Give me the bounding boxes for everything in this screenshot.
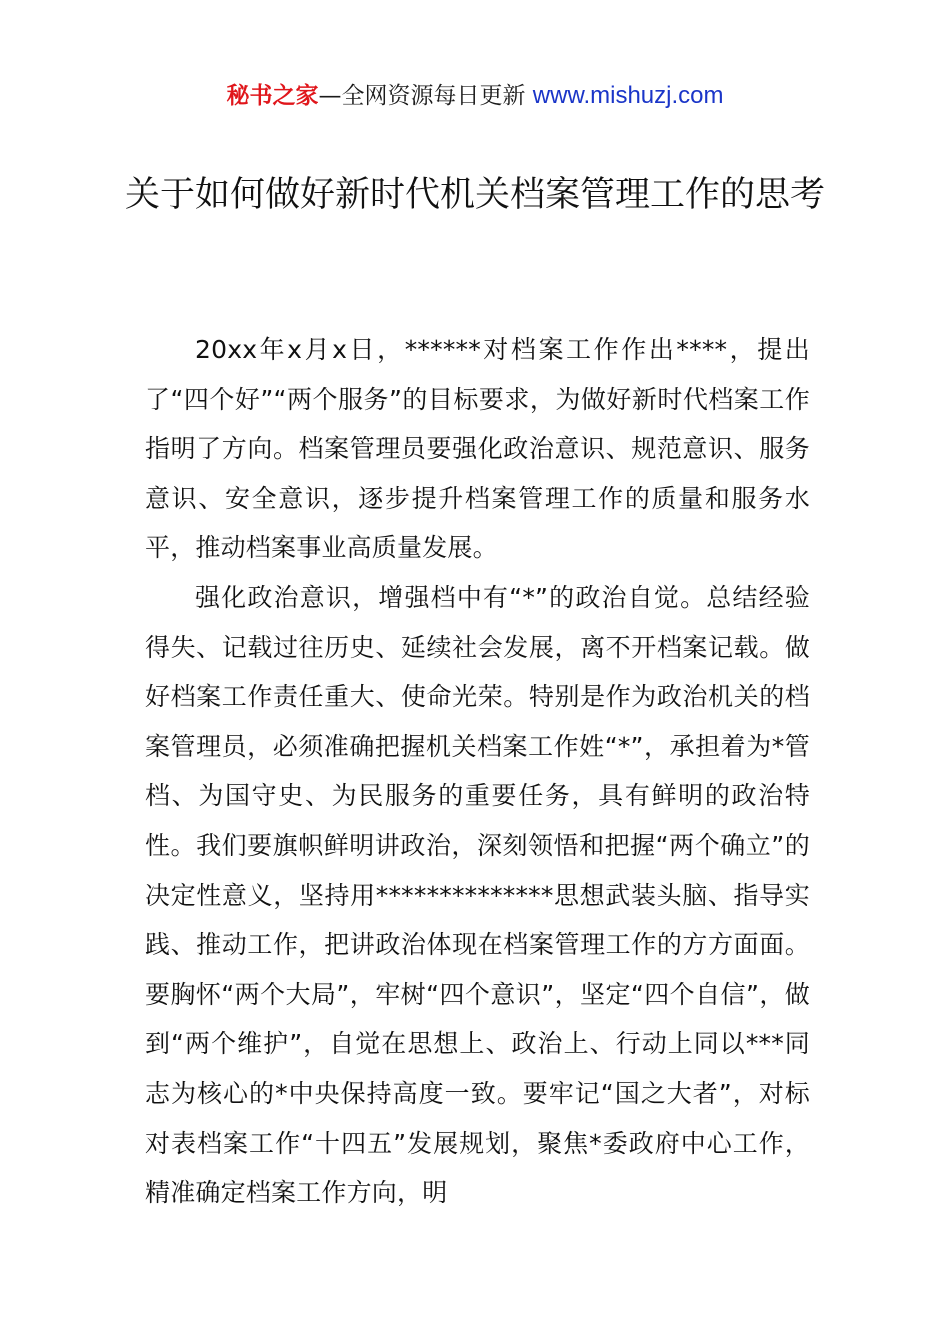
brand-name: 秘书之家 (226, 83, 319, 109)
document-body (145, 325, 810, 1218)
site-banner (0, 80, 950, 112)
banner-slogan: —全网资源每日更新 (318, 83, 533, 109)
paragraph-intro: 20xx年x月x日，******对档案工作作出****，提出了“四个好”“两个服务”的目标要求，为做好新时代档案工作指明了方向。档案管理员要强化政治意识、规范意识、服务意识、安全意识，逐步提升档案管理工作的质量和服务水平，推动档案事业高质量发展。 (145, 335, 810, 563)
site-url-link[interactable]: www.mishuzj.com (532, 82, 724, 109)
paragraph-political-awareness: 强化政治意识，增强档中有“*”的政治自觉。总结经验得失、记载过往历史、延续社会发展，离不开档案记载。做好档案工作责任重大、使命光荣。特别是作为政治机关的档案管理员，必须准确把握机关档案工作姓“*”，承担着为*管档、为国守史、为民服务的重要任务，具有鲜明的政治特性。我们要旗帜鲜明讲政治，深刻领悟和把握“两个确立”的决定性意义，坚持用**************思想武装头脑、指导实践、推动工作，把讲政治体现在档案管理工作的方方面面。要胸怀“两个大局”，牢树“四个意识”，坚定“四个自信”，做到“两个维护”，自觉在思想上、政治上、行动上同以***同志为核心的*中央保持高度一致。要牢记“国之大者”，对标对表档案工作“十四五”发展规划，聚焦*委政府中心工作，精准确定档案工作方向，明 (145, 582, 810, 1208)
document-title: 关于如何做好新时代机关档案管理工作的思考 (124, 175, 825, 215)
